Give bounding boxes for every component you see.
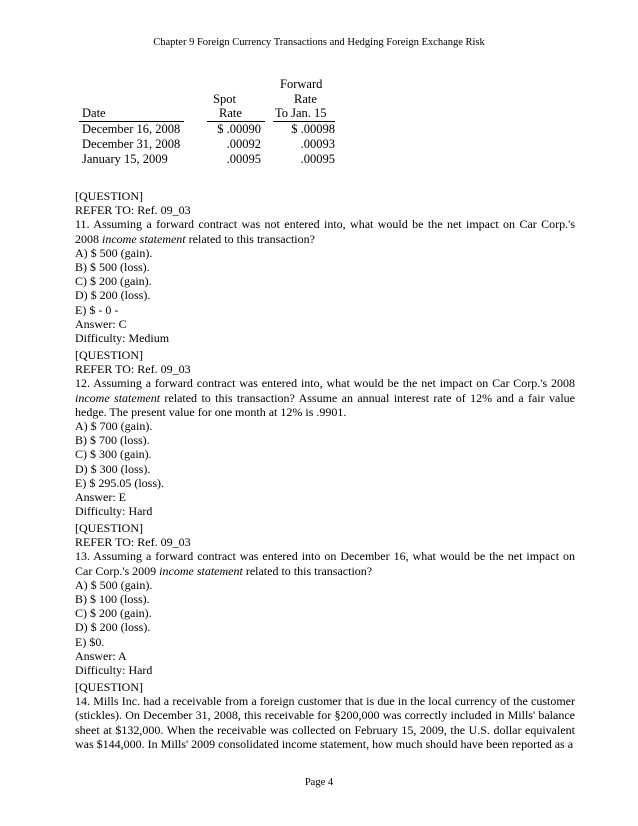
option-c: C) $ 300 (gain). [75, 447, 152, 462]
row-forward-rate: .00093 [300, 137, 335, 151]
option-c: C) $ 200 (gain). [75, 274, 152, 289]
question-tag: [QUESTION] [75, 521, 143, 535]
difficulty: Difficulty: Hard [75, 663, 153, 678]
question-ref: REFER TO: Ref. 09_03 [75, 535, 191, 550]
page-header: Chapter 9 Foreign Currency Transactions and Hedging Foreign Exchange Risk [153, 37, 485, 48]
answer: Answer: C [75, 316, 127, 331]
spot-header-line2: Rate [219, 106, 242, 120]
option-a: A) $ 500 (gain). [75, 245, 153, 260]
answer: Answer: A [75, 648, 127, 663]
question-13 [75, 521, 575, 677]
row-spot-rate: .00095 [226, 152, 261, 166]
question-11 [75, 189, 575, 345]
question-text: 11. Assuming a forward contract was not entered into, what would be the net impact on Car Corp.'s 2008 income statement related to this transaction? [75, 217, 575, 246]
row-date: January 15, 2009 [82, 152, 168, 166]
row-forward-rate: $ .00098 [291, 122, 335, 136]
row-forward-rate: .00095 [300, 152, 335, 166]
option-d: D) $ 200 (loss). [75, 288, 151, 303]
answer: Answer: E [75, 490, 126, 505]
option-e: E) $0. [75, 634, 105, 649]
question-tag: [QUESTION] [75, 189, 143, 203]
option-a: A) $ 500 (gain). [75, 577, 153, 592]
question-ref: REFER TO: Ref. 09_03 [75, 362, 191, 377]
option-b: B) $ 500 (loss). [75, 260, 150, 275]
row-date: December 16, 2008 [82, 122, 181, 136]
row-spot-rate: .00092 [226, 137, 261, 151]
difficulty: Difficulty: Hard [75, 504, 153, 519]
forward-header-line3: To Jan. 15 [275, 106, 327, 120]
row-date: December 31, 2008 [82, 137, 181, 151]
page-number: Page 4 [304, 777, 334, 788]
question-text: 12. Assuming a forward contract was entered into, what would be the net impact on Car Corp.'s 2008 income statement related to this transaction? Assume an annual interest rate of 12% and a fair value hedge. The present value for one month at 12% is .9901. [75, 376, 575, 419]
question-tag: [QUESTION] [75, 348, 143, 362]
option-d: D) $ 200 (loss). [75, 620, 151, 635]
option-b: B) $ 100 (loss). [75, 592, 150, 607]
forward-header-line1: Forward [280, 77, 323, 91]
forward-header-line2: Rate [294, 92, 317, 106]
option-c: C) $ 200 (gain). [75, 606, 152, 621]
difficulty: Difficulty: Medium [75, 331, 170, 346]
option-e: E) $ - 0 - [75, 302, 119, 317]
option-e: E) $ 295.05 (loss). [75, 475, 164, 490]
spot-header-line1: Spot [213, 92, 236, 106]
question-tag: [QUESTION] [75, 680, 143, 694]
question-14 [75, 680, 575, 751]
question-12 [75, 348, 575, 518]
date-header: Date [82, 106, 106, 120]
option-b: B) $ 700 (loss). [75, 433, 150, 448]
question-ref: REFER TO: Ref. 09_03 [75, 203, 191, 218]
question-text: 13. Assuming a forward contract was entered into on December 16, what would be the net impact on Car Corp.'s 2009 income statement related to this transaction? [75, 549, 575, 578]
option-d: D) $ 300 (loss). [75, 461, 151, 476]
row-spot-rate: $ .00090 [217, 122, 261, 136]
question-text: 14. Mills Inc. had a receivable from a foreign customer that is due in the local currency of the customer (stickles). On December 31, 2008, this receivable for §200,000 was correctly included in Mills' balance sheet at $132,000. When the receivable was collected on February 15, 2009, the U.S. dollar equivalent was $144,000. In Mills' 2009 consolidated income statement, how much should have been reported as a [75, 694, 575, 751]
option-a: A) $ 700 (gain). [75, 419, 153, 434]
